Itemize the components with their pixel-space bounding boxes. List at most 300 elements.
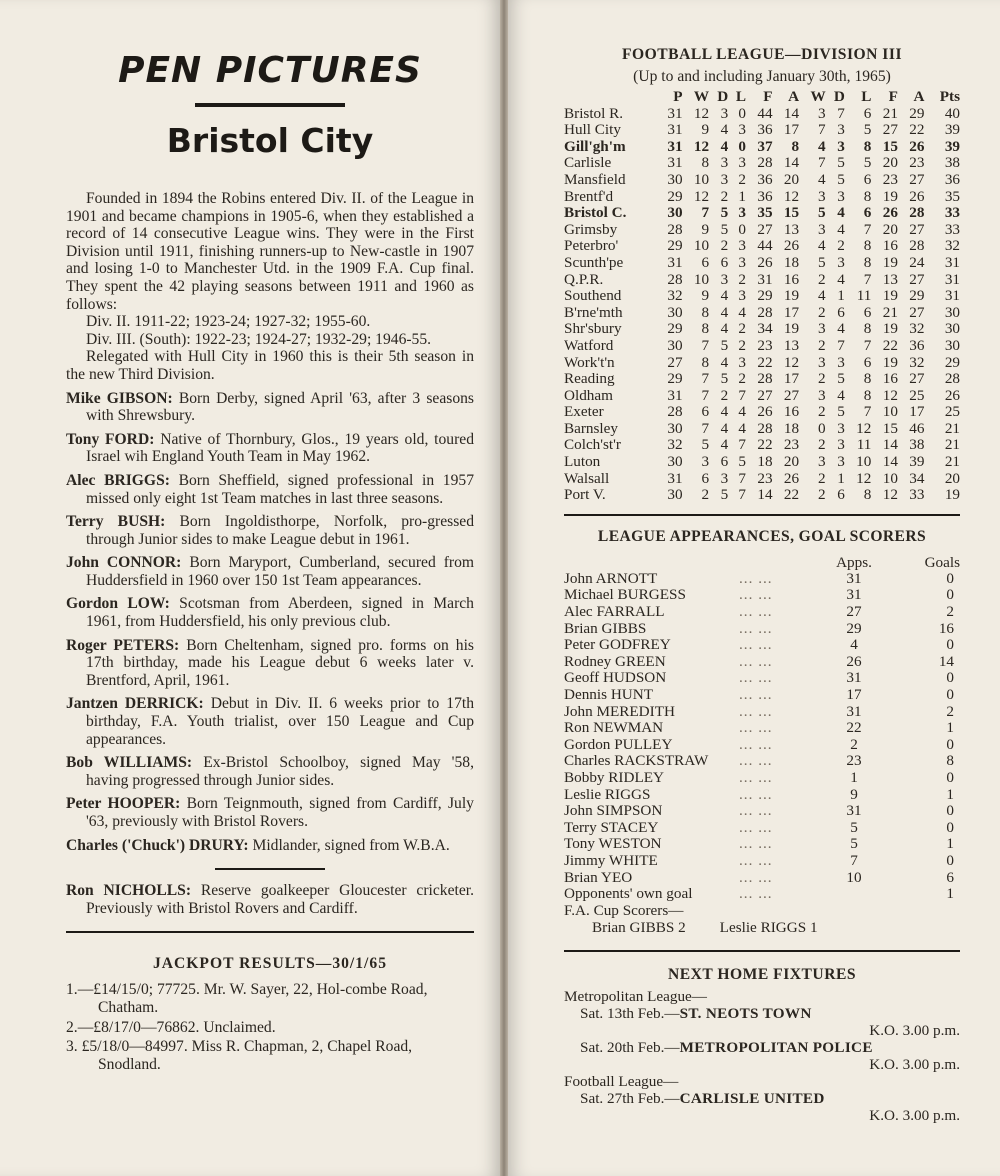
- player-bio: Midlander, signed from W.B.A.: [252, 836, 450, 854]
- table-cell: 23: [757, 469, 773, 487]
- table-cell: 30: [944, 336, 960, 354]
- table-cell: 9: [701, 220, 710, 238]
- table-cell: 17: [783, 121, 800, 139]
- pen-pictures-title: PEN PICTURES: [118, 50, 422, 91]
- appearance-row: [564, 836, 960, 853]
- player-entry: [66, 390, 474, 425]
- appearance-row: [564, 870, 960, 887]
- apps-value: 26: [846, 652, 862, 670]
- table-cell: 46: [909, 419, 925, 437]
- table-cell: 3: [818, 220, 826, 238]
- team-name: Southend: [564, 287, 622, 305]
- player-name: Geoff HUDSON: [564, 669, 667, 687]
- league-column-header: F: [888, 88, 898, 105]
- dot-leader: ... ...: [739, 818, 773, 836]
- table-cell: 2: [738, 336, 746, 354]
- dot-leader: ... ...: [739, 885, 773, 903]
- player-name: John MEREDITH: [564, 702, 675, 720]
- table-cell: 6: [863, 104, 872, 122]
- player-entry: [66, 472, 474, 507]
- apps-value: 22: [846, 719, 862, 737]
- table-cell: 27: [909, 170, 925, 188]
- table-cell: 29: [667, 320, 683, 338]
- table-cell: 28: [667, 220, 683, 238]
- table-cell: 10: [693, 170, 710, 188]
- table-cell: 30: [667, 336, 683, 354]
- table-cell: 18: [783, 419, 800, 437]
- table-cell: 4: [720, 353, 729, 371]
- table-cell: 3: [738, 287, 746, 305]
- player-name: Dennis HUNT: [564, 686, 654, 703]
- team-name: Reading: [564, 370, 615, 388]
- appearance-row: [564, 604, 960, 621]
- table-cell: 26: [757, 253, 773, 271]
- table-cell: 7: [837, 104, 845, 122]
- fixture-kickoff: K.O. 3.00 p.m.: [869, 1022, 960, 1040]
- table-cell: 14: [882, 453, 898, 471]
- table-cell: 5: [818, 204, 826, 222]
- league-table-row: [564, 172, 960, 189]
- table-cell: 4: [738, 303, 746, 321]
- table-cell: 2: [738, 320, 746, 338]
- table-cell: 20: [783, 170, 800, 188]
- table-cell: 18: [757, 453, 773, 471]
- table-cell: 27: [757, 220, 773, 238]
- table-cell: 20: [944, 469, 960, 487]
- table-cell: 5: [720, 486, 729, 504]
- table-cell: 7: [738, 436, 746, 454]
- table-cell: 4: [818, 287, 826, 305]
- dot-leader: ... ...: [739, 636, 773, 654]
- table-cell: 15: [882, 137, 898, 155]
- player-name: Bobby RIDLEY: [564, 768, 664, 786]
- table-cell: 34: [757, 320, 773, 338]
- table-cell: 5: [720, 370, 729, 388]
- league-table-row: [564, 255, 960, 272]
- table-cell: 3: [738, 253, 746, 271]
- table-cell: 27: [667, 353, 683, 371]
- player-name: Leslie RIGGS: [564, 785, 651, 803]
- table-cell: 31: [667, 104, 683, 122]
- league-column-header: L: [735, 88, 746, 105]
- apps-value: 27: [846, 603, 862, 621]
- player-name: Brian GIBBS: [564, 619, 647, 637]
- table-cell: 31: [944, 253, 960, 271]
- fixture-competition: Football League—: [564, 1073, 679, 1091]
- dot-leader: ... ...: [739, 586, 773, 604]
- team-name: Grimsby: [564, 220, 618, 238]
- apps-value: 31: [846, 802, 862, 820]
- table-cell: 10: [856, 453, 872, 471]
- league-column-header: Pts: [939, 88, 960, 105]
- player-name: Peter GODFREY: [564, 636, 671, 654]
- fa-cup-scorers: [592, 919, 960, 936]
- league-column-header: A: [788, 88, 800, 105]
- table-cell: 4: [818, 137, 826, 155]
- table-cell: 7: [818, 154, 826, 172]
- table-cell: 3: [738, 204, 746, 222]
- dot-leader: ... ...: [739, 768, 773, 786]
- table-cell: 24: [909, 253, 925, 271]
- table-cell: 20: [783, 453, 800, 471]
- player-name: Jimmy WHITE: [564, 851, 658, 869]
- player-entry: [66, 754, 474, 789]
- team-name: Colch'st'r: [564, 436, 621, 454]
- fa-cup-head: F.A. Cup Scorers—: [564, 901, 684, 919]
- appearances-title: LEAGUE APPEARANCES, GOAL SCORERS: [597, 527, 927, 545]
- player-name: Roger PETERS:: [66, 636, 180, 654]
- team-name: Port V.: [564, 486, 606, 504]
- table-cell: 6: [837, 303, 845, 321]
- table-cell: 31: [667, 154, 683, 172]
- league-table-row: [564, 288, 960, 305]
- table-cell: 39: [944, 121, 960, 139]
- table-cell: 30: [667, 204, 683, 222]
- apps-value: 2: [850, 735, 858, 753]
- table-cell: 36: [909, 336, 925, 354]
- table-cell: 28: [667, 403, 683, 421]
- table-cell: 3: [720, 469, 729, 487]
- player-entry: [66, 554, 474, 589]
- table-cell: 7: [837, 336, 845, 354]
- team-name: Q.P.R.: [564, 270, 604, 288]
- table-cell: 4: [818, 237, 826, 255]
- player-name: Gordon LOW:: [66, 595, 170, 613]
- table-cell: 3: [818, 187, 826, 205]
- table-cell: 22: [909, 121, 925, 139]
- table-cell: 2: [818, 469, 826, 487]
- table-cell: 13: [783, 336, 800, 354]
- table-cell: 3: [720, 104, 729, 122]
- table-cell: 3: [701, 453, 710, 471]
- player-name: Ron NICHOLLS:: [66, 882, 192, 900]
- dot-leader: ... ...: [739, 851, 773, 869]
- table-cell: 3: [720, 270, 729, 288]
- table-cell: 5: [837, 154, 845, 172]
- table-cell: 0: [738, 220, 746, 238]
- player-name: Brian YEO: [564, 868, 633, 886]
- league-column-header: L: [861, 88, 872, 105]
- table-cell: 31: [667, 137, 683, 155]
- table-cell: 34: [909, 469, 925, 487]
- table-cell: 3: [837, 253, 845, 271]
- league-table-row: [564, 355, 960, 372]
- table-cell: 29: [757, 287, 773, 305]
- table-cell: 4: [720, 303, 729, 321]
- table-cell: 28: [757, 370, 773, 388]
- table-cell: 2: [818, 486, 826, 504]
- league-table-row: [564, 189, 960, 206]
- jackpot-line-2: 2.—£8/17/0—76862. Unclaimed.: [66, 1018, 276, 1036]
- table-cell: 16: [882, 370, 898, 388]
- player-name: Tony WESTON: [564, 835, 662, 853]
- table-cell: 38: [909, 436, 925, 454]
- table-cell: 4: [738, 419, 746, 437]
- team-name: Watford: [564, 336, 614, 354]
- dot-leader: ... ...: [739, 719, 773, 737]
- table-cell: 36: [944, 170, 960, 188]
- table-cell: 4: [837, 320, 845, 338]
- table-cell: 21: [944, 419, 960, 437]
- appearance-row: [564, 654, 960, 671]
- player-name: Bob WILLIAMS:: [66, 754, 193, 772]
- fixture-list: [564, 988, 960, 1124]
- goals-value: 6: [946, 868, 954, 886]
- fa-scorer: Brian GIBBS 2: [592, 919, 686, 937]
- player-bio: Scotsman from Aberdeen, signed in March 1961, from Huddersfield, his only previous club.: [86, 595, 474, 631]
- table-cell: 27: [757, 386, 773, 404]
- goals-value: 1: [946, 885, 954, 903]
- appearance-row: [564, 571, 960, 588]
- team-name: Walsall: [564, 469, 610, 487]
- goals-value: 1: [946, 785, 954, 803]
- player-name: Rodney GREEN: [564, 652, 666, 670]
- table-cell: 28: [944, 370, 960, 388]
- dot-leader: ... ...: [739, 802, 773, 820]
- table-cell: 8: [863, 370, 872, 388]
- goals-value: 0: [946, 636, 954, 654]
- league-table-row: [564, 106, 960, 123]
- player-name: Tony FORD:: [66, 430, 155, 448]
- table-cell: 1: [738, 187, 746, 205]
- apps-value: 10: [846, 868, 862, 886]
- league-column-header: D: [833, 88, 845, 105]
- table-cell: 23: [757, 336, 773, 354]
- table-cell: 30: [944, 320, 960, 338]
- appearance-row: [564, 770, 960, 787]
- table-cell: 6: [863, 303, 872, 321]
- fixture-date: Sat. 27th Feb.—: [580, 1090, 680, 1108]
- table-cell: 4: [720, 137, 729, 155]
- table-cell: 19: [944, 486, 960, 504]
- table-cell: 2: [738, 370, 746, 388]
- table-cell: 21: [944, 436, 960, 454]
- player-name: Opponents' own goal: [564, 885, 693, 903]
- fixture-kickoff: K.O. 3.00 p.m.: [869, 1107, 960, 1125]
- table-cell: 4: [720, 320, 729, 338]
- table-cell: 4: [720, 121, 729, 139]
- league-column-header: P: [673, 88, 683, 105]
- team-name: Mansfield: [564, 170, 626, 188]
- table-cell: 5: [720, 204, 729, 222]
- player-entry: [66, 637, 474, 690]
- table-cell: 35: [757, 204, 773, 222]
- appearance-row: [564, 587, 960, 604]
- team-name: Exeter: [564, 403, 604, 421]
- table-cell: 14: [882, 436, 898, 454]
- player-name: Ron NEWMAN: [564, 719, 664, 737]
- div2-seasons: Div. II. 1911-22; 1923-24; 1927-32; 1955-60.: [86, 313, 371, 331]
- table-cell: 16: [882, 237, 898, 255]
- appearance-row: [564, 737, 960, 754]
- table-cell: 5: [701, 436, 710, 454]
- league-column-header: F: [763, 88, 773, 105]
- table-cell: 5: [863, 154, 872, 172]
- table-cell: 19: [783, 287, 800, 305]
- apps-value: 4: [850, 636, 858, 654]
- table-cell: 28: [909, 204, 925, 222]
- apps-value: 31: [846, 586, 862, 604]
- table-cell: 5: [720, 336, 729, 354]
- dot-leader: ... ...: [739, 669, 773, 687]
- table-cell: 38: [944, 154, 960, 172]
- goals-value: 14: [938, 652, 954, 670]
- player-name: Charles RACKSTRAW: [564, 752, 709, 770]
- player-entry-reserve: [66, 882, 474, 917]
- appearance-row: [564, 787, 960, 804]
- apps-value: 23: [846, 752, 862, 770]
- table-cell: 10: [882, 403, 898, 421]
- table-cell: 31: [667, 469, 683, 487]
- table-cell: 26: [909, 137, 925, 155]
- table-cell: 7: [701, 419, 710, 437]
- apps-value: 1: [850, 768, 858, 786]
- table-cell: 2: [720, 237, 729, 255]
- table-cell: 16: [783, 403, 800, 421]
- goals-header: Goals: [924, 553, 960, 571]
- table-cell: 29: [667, 187, 683, 205]
- table-cell: 2: [818, 270, 826, 288]
- team-name: Bristol C.: [564, 204, 627, 222]
- appearance-row: [564, 670, 960, 687]
- table-cell: 31: [667, 386, 683, 404]
- appearance-row: [564, 853, 960, 870]
- table-cell: 0: [818, 419, 826, 437]
- table-cell: 4: [818, 170, 826, 188]
- apps-value: 29: [846, 619, 862, 637]
- table-cell: 3: [837, 187, 845, 205]
- player-bio: Born Ingoldisthorpe, Norfolk, pro-gressed through Junior sides to make League debut in 1961.: [86, 513, 474, 548]
- appearance-row: [564, 803, 960, 820]
- fixture-line: [580, 1090, 960, 1107]
- table-cell: 3: [837, 137, 845, 155]
- table-cell: 12: [693, 137, 710, 155]
- league-table-row: [564, 272, 960, 289]
- player-bio: Born Cheltenham, signed pro. forms on his 17th birthday, made his League debut 6 weeks later v. Brentford, April, 1961.: [86, 636, 474, 689]
- dot-leader: ... ...: [739, 868, 773, 886]
- table-cell: 13: [882, 270, 898, 288]
- goals-value: 1: [946, 835, 954, 853]
- table-cell: 23: [909, 154, 925, 172]
- table-cell: 10: [693, 237, 710, 255]
- league-column-header: W: [810, 88, 826, 105]
- player-name: John SIMPSON: [564, 802, 663, 820]
- league-column-header: W: [693, 88, 710, 105]
- table-cell: 27: [909, 303, 925, 321]
- table-cell: 7: [701, 336, 710, 354]
- goals-value: 2: [946, 603, 954, 621]
- table-cell: 17: [783, 370, 800, 388]
- table-cell: 32: [909, 320, 925, 338]
- table-cell: 9: [701, 287, 710, 305]
- table-cell: 4: [837, 204, 845, 222]
- fixture-competition: Metropolitan League—: [564, 988, 707, 1006]
- table-cell: 19: [783, 320, 800, 338]
- table-cell: 19: [882, 253, 898, 271]
- table-cell: 4: [720, 436, 729, 454]
- team-name: Luton: [564, 453, 601, 471]
- appearance-row: [564, 637, 960, 654]
- table-cell: 28: [757, 303, 773, 321]
- table-cell: 32: [909, 353, 925, 371]
- appearance-row: [564, 687, 960, 704]
- table-cell: 21: [882, 104, 898, 122]
- appearance-row: [564, 621, 960, 638]
- dot-leader: ... ...: [739, 702, 773, 720]
- player-name: Terry BUSH:: [66, 513, 166, 531]
- table-cell: 8: [863, 237, 872, 255]
- fixture-line: [580, 1005, 960, 1022]
- table-cell: 5: [738, 453, 746, 471]
- dot-leader: ... ...: [739, 603, 773, 621]
- next-fixtures-title: NEXT HOME FIXTURES: [667, 966, 857, 984]
- table-cell: 36: [757, 121, 773, 139]
- apps-value: [819, 886, 889, 903]
- league-table-row: [564, 404, 960, 421]
- apps-value: 5: [850, 818, 858, 836]
- table-cell: 28: [757, 154, 773, 172]
- table-cell: 4: [738, 403, 746, 421]
- league-table-row: [564, 238, 960, 255]
- goals-value: 0: [946, 669, 954, 687]
- table-cell: 17: [909, 403, 925, 421]
- table-cell: 0: [738, 137, 746, 155]
- table-cell: 29: [909, 104, 925, 122]
- league-table-row: [564, 222, 960, 239]
- table-cell: 2: [818, 403, 826, 421]
- league-table-row: [564, 421, 960, 438]
- table-cell: 7: [701, 386, 710, 404]
- team-name: Work't'n: [564, 353, 615, 371]
- table-cell: 31: [757, 270, 773, 288]
- player-bio: Reserve goalkeeper Gloucester cricketer. Previously with Bristol Rovers and Cardiff.: [86, 882, 474, 917]
- table-cell: 12: [856, 469, 872, 487]
- table-cell: 29: [944, 353, 960, 371]
- player-name: Terry STACEY: [564, 818, 659, 836]
- table-cell: 5: [720, 220, 729, 238]
- league-table-row: [564, 454, 960, 471]
- table-cell: 44: [757, 104, 773, 122]
- table-cell: 2: [818, 303, 826, 321]
- table-cell: 3: [720, 170, 729, 188]
- table-cell: 2: [738, 170, 746, 188]
- table-cell: 16: [783, 270, 800, 288]
- table-cell: 3: [837, 436, 845, 454]
- table-cell: 19: [882, 353, 898, 371]
- table-cell: 6: [720, 253, 729, 271]
- dot-leader: ... ...: [739, 652, 773, 670]
- table-cell: 5: [818, 253, 826, 271]
- league-table-row: [564, 305, 960, 322]
- team-name: Gill'gh'm: [564, 137, 626, 155]
- league-table-row: [564, 388, 960, 405]
- table-cell: 40: [944, 104, 960, 122]
- table-cell: 27: [909, 220, 925, 238]
- table-cell: 27: [909, 370, 925, 388]
- table-cell: 3: [738, 353, 746, 371]
- table-cell: 22: [757, 436, 773, 454]
- table-cell: 26: [783, 237, 800, 255]
- team-name: Peterbro': [564, 237, 619, 255]
- apps-value: 31: [846, 702, 862, 720]
- table-cell: 7: [863, 403, 872, 421]
- table-cell: 20: [882, 220, 898, 238]
- fixture-date: Sat. 13th Feb.—: [580, 1005, 680, 1023]
- table-cell: 35: [944, 187, 960, 205]
- table-cell: 15: [783, 204, 800, 222]
- player-bio: Debut in Div. II. 6 weeks prior to 17th birthday, F.A. Youth trialist, over 150 League and Cup appearances.: [86, 695, 474, 748]
- goals-value: 0: [946, 686, 954, 703]
